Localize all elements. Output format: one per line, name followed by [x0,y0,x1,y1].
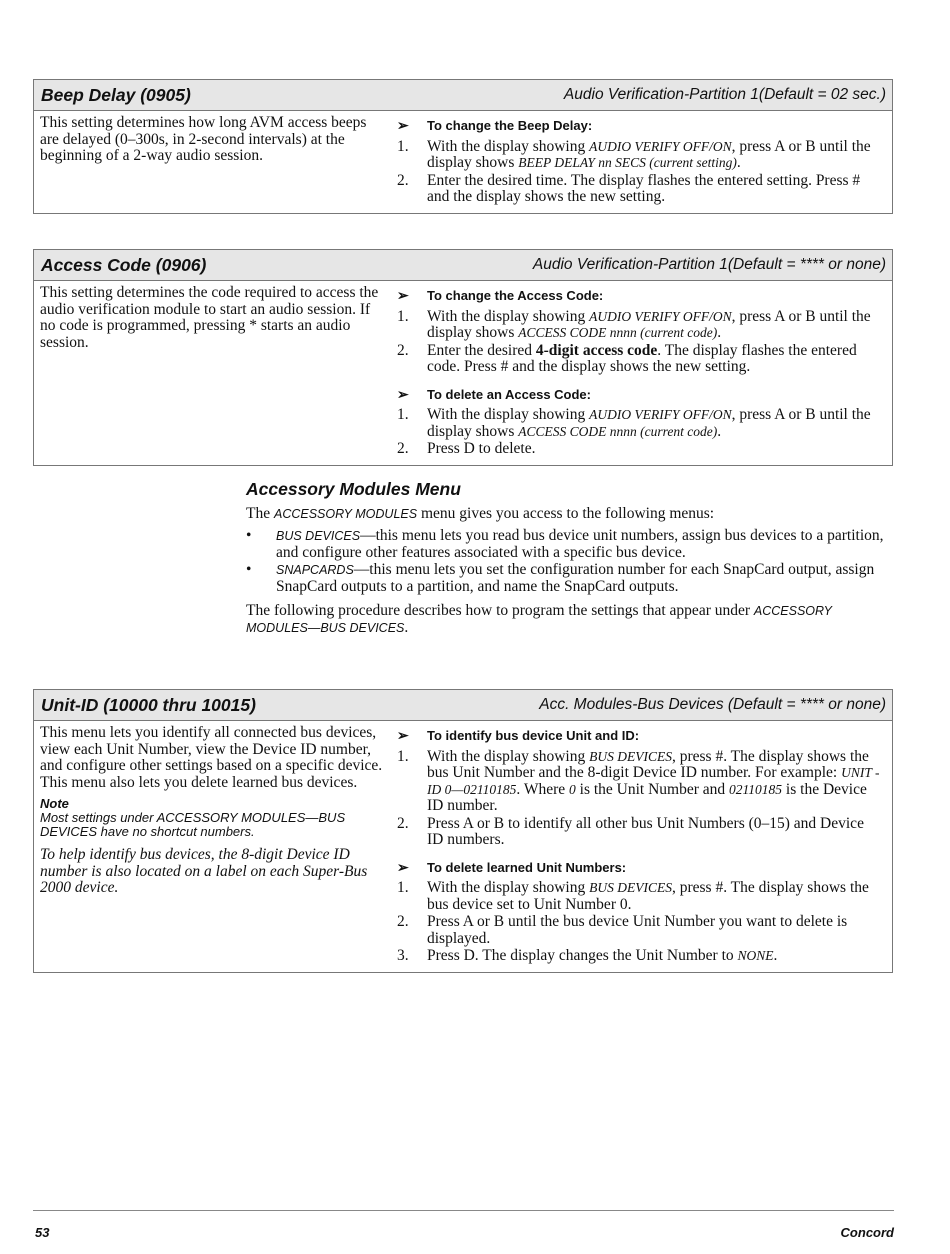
step-number: 1. [397,137,409,155]
beep-delay-procedure [391,111,892,213]
access-code-description: This setting determines the code required to access the audio verification module to start an audio session. If no code is programmed, pressing * starts an audio session. [40,284,379,351]
step-number: 2. [397,440,409,457]
step-number: 2. [397,913,409,930]
unit-id-box [33,689,893,973]
access-code-procedures [391,281,892,465]
step-text: Enter the desired time. The display flashes the entered setting. Press # and the display shows the new setting. [427,171,861,205]
display-text: BUS DEVICES [589,748,672,764]
step-text: Press A or B until the bus device Unit Number you want to delete is displayed. [427,913,848,947]
procedure-heading [397,727,884,745]
arrowhead-icon: ➢ [397,385,409,402]
unit-id-left-column [34,721,391,972]
beep-delay-header [34,80,892,111]
beep-delay-title: Beep Delay (0905) [41,84,191,105]
display-text: NONE [737,948,774,963]
footer-divider [33,1210,894,1211]
menu-name: ACCESSORY MODULES [273,506,418,521]
step-number: 3. [397,947,409,964]
step-number: 1. [397,406,409,423]
access-code-subtitle: Audio Verification-Partition 1(Default = **** or none) [532,256,886,273]
procedure-title: To identify bus device Unit and ID: [427,728,640,743]
access-code-box [33,249,893,466]
page-number: 53 [35,1225,50,1240]
unit-id-procedures [391,721,892,972]
step-number: 1. [397,747,409,765]
step: 2. Enter the desired 4-digit access code. The display flashes the entered code. Press # and the display shows the new setting. [397,341,857,375]
display-text: 0 [569,781,576,797]
list-item: • BUS DEVICES—this menu lets you read bus device unit numbers, assign bus devices to a partition, and configure other features associated with a specific bus device. [246,527,884,561]
section-title: Accessory Modules Menu [246,479,461,499]
display-text: BUS DEVICES [589,880,672,895]
step-number: 2. [397,171,409,189]
step-number: 1. [397,307,409,325]
procedure-title: To delete learned Unit Numbers: [427,859,627,875]
menu-list [246,528,894,595]
display-text: ACCESS CODE nnnn (current code) [518,423,718,439]
bold-text: 4-digit access code [535,341,658,359]
procedure-heading [397,386,884,404]
display-text: AUDIO VERIFY OFF/ON [589,138,732,154]
step-number: 2. [397,341,409,359]
arrowhead-icon: ➢ [397,287,409,303]
step-number: 2. [397,814,409,832]
unit-id-description: This menu lets you identify all connected bus devices, view each Unit Number, view the Device ID number, and configure other settings based on a specific device. This menu also lets you delete learned bus devices. [40,724,383,791]
tip-text: To help identify bus devices, the 8-digit Device ID number is also located on a label on each Super-Bus 2000 device. [40,846,368,896]
menu-name: BUS DEVICES [276,529,361,543]
section-outro: The following procedure describes how to program the settings that appear under ACCESSORY MODULES—BUS DEVICES. [246,602,832,636]
beep-delay-box [33,79,893,214]
step: 1. With the display showing AUDIO VERIFY OFF/ON, press A or B until the display shows BEEP DELAY nn SECS (current setting). [397,137,871,171]
list-item: • SNAPCARDS—this menu lets you set the configuration number for each SnapCard output, assign SnapCard outputs to a partition, and name the SnapCard outputs. [246,561,875,595]
step [397,441,884,458]
step: 1. With the display showing BUS DEVICES, press #. The display shows the bus device set to Unit Number 0. [397,879,869,913]
step [397,914,884,947]
step-text: Press D to delete. [427,440,536,457]
unit-id-subtitle: Acc. Modules-Bus Devices (Default = **** or none) [539,696,886,713]
note-heading: Note [40,796,69,811]
beep-delay-description: This setting determines how long AVM access beeps are delayed (0–300s, in 2-second intervals) at the beginning of a 2-way audio session. [40,114,367,164]
arrowhead-icon: ➢ [397,727,409,743]
procedure-heading [397,859,884,877]
accessory-modules-section [246,481,894,636]
note-text: Most settings under ACCESSORY MODULES—BUS DEVICES have no shortcut numbers. [40,810,346,839]
procedure-title: To change the Access Code: [427,288,604,303]
procedure-heading [397,287,884,305]
procedure-title: To delete an Access Code: [427,386,591,402]
step: 1. With the display showing BUS DEVICES, press #. The display shows the bus Unit Number and the 8-digit Device ID number. For example: UNIT - ID 0—02110185. Where 0 is the Unit Number and 02110185 is the Device ID number. [397,747,880,814]
arrowhead-icon: ➢ [397,858,409,875]
bullet-icon: • [246,561,252,578]
access-code-title: Access Code (0906) [41,254,207,275]
procedure-title: To change the Beep Delay: [427,118,593,133]
unit-id-header [34,690,892,721]
menu-name: ACCESSORY MODULES—BUS DEVICES [246,604,832,635]
procedure-heading [397,117,884,135]
step [397,173,884,206]
step: 1. With the display showing AUDIO VERIFY OFF/ON, press A or B until the display shows ACCESS CODE nnnn (current code). [397,406,871,440]
beep-delay-subtitle: Audio Verification-Partition 1(Default = 02 sec.) [563,86,886,103]
step: 1. With the display showing AUDIO VERIFY OFF/ON, press A or B until the display shows ACCESS CODE nnnn (current code). [397,307,871,341]
step: 3. Press D. The display changes the Unit Number to NONE. [397,947,778,964]
access-code-header [34,250,892,281]
display-text: BEEP DELAY nn SECS (current setting) [518,155,737,170]
step-text: Press A or B to identify all other bus Unit Numbers (0–15) and Device ID numbers. [427,814,864,848]
display-text: AUDIO VERIFY OFF/ON [589,407,732,422]
display-text: AUDIO VERIFY OFF/ON [589,308,732,324]
brand-name: Concord [840,1225,894,1240]
arrowhead-icon: ➢ [397,117,409,133]
display-text: 02110185 [729,781,783,797]
display-text: ACCESS CODE nnnn (current code) [518,325,718,340]
unit-id-title: Unit-ID (10000 thru 10015) [41,694,256,715]
step [397,816,884,849]
menu-name: SNAPCARDS [276,563,354,577]
display-text: UNIT - ID 0—02110185 [427,765,880,797]
section-intro: The ACCESSORY MODULES menu gives you access to the following menus: [246,504,715,522]
step-number: 1. [397,879,409,896]
bullet-icon: • [246,527,252,544]
